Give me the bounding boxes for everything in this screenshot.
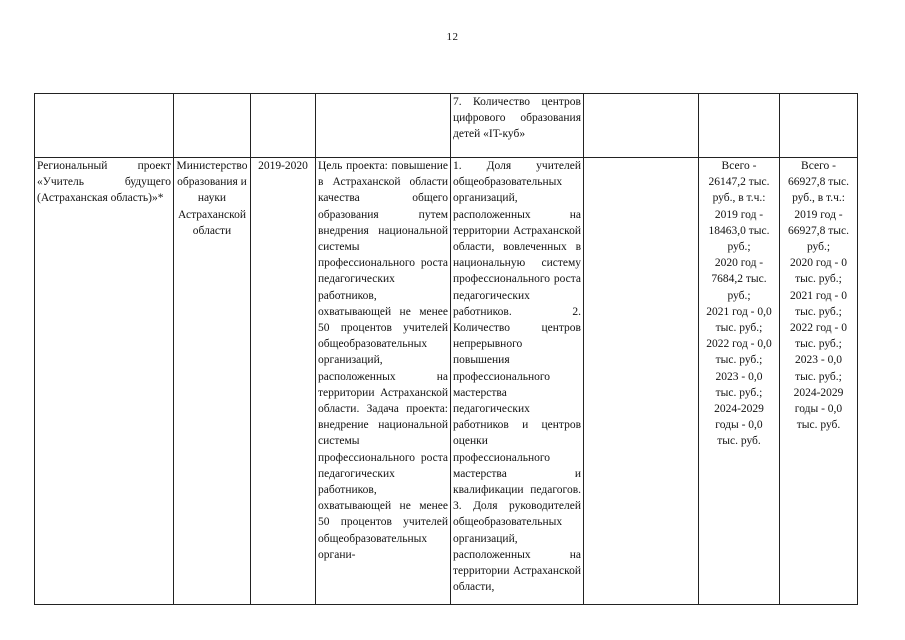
funding-line: тыс. руб.; [795,273,842,286]
empty-cell [584,158,699,605]
funding-line: 2024-2029 [793,386,844,399]
indicators-cell: 1. Доля учителей общеобразовательных организаций, расположенных на территории Астраханской области, вовлеченных в национальную систему профессионального роста педагогических работников. 2. Количество центров непрерывного повышения профессионального мастерства педагогических работников и центров оценки профессионального мастерства и квалификации педагогов. 3. Доля руководителей общеобразовательных организаций, расположенных на территории Астраханской области, [451,158,584,605]
funding-line: руб., в т.ч.: [712,192,766,205]
funding-line: 2020 год - 0 [790,257,847,270]
indicators-cell: 7. Количество центров цифрового образования детей «IT-куб» [451,94,584,158]
funding-line: тыс. руб.; [795,305,842,318]
funding-line: руб.; [727,241,751,254]
funding-line: тыс. руб.; [715,354,763,367]
funding-line: 2024-2029 [714,403,764,416]
funding-line: тыс. руб.; [715,386,763,399]
funding-line: тыс. руб. [796,419,841,432]
funding-line: 2022 год - 0 [790,322,847,335]
funding-line: 2021 год - 0 [790,289,847,302]
funding-line: 2019 год - [714,208,764,221]
funding-line: 66927,8 тыс. [788,176,849,189]
empty-cell [251,94,316,158]
table-row [35,94,858,158]
funding-line: 2023 - 0,0 [715,370,763,383]
funding-cell-2 [780,158,858,605]
period-cell: 2019-2020 [251,158,316,605]
funding-line: Всего - [721,160,757,172]
goal-task-cell: Цель проекта: повышение в Астраханской области качества общего образования путем внедрения национальной системы профессионального роста педагогических работников, охватывающей не менее 50 процентов учителей общеобразовательных организаций, расположенных на территории Астраханской области. Задача проекта: внедрение национальной системы профессионального роста педагогических работников, охватывающей не менее 50 процентов учителей общеобразовательных органи- [316,158,451,605]
funding-line: годы - 0,0 [715,419,763,432]
funding-line: Всего - [801,160,836,172]
empty-cell [584,94,699,158]
funding-line: 2022 год - 0,0 [706,338,772,351]
funding-line: 66927,8 тыс. [788,224,849,237]
funding-line: 2023 - 0,0 [795,354,842,367]
table-row [35,158,858,605]
funding-line: руб.; [727,289,751,302]
executor-cell: Министерство образования и науки Астраханской области [174,158,251,605]
funding-line: годы - 0,0 [794,403,843,416]
empty-cell [316,94,451,158]
empty-cell [699,94,780,158]
funding-line: 7684,2 тыс. [711,273,767,286]
funding-line: тыс. руб.; [795,370,842,383]
funding-line: руб., в т.ч.: [792,192,845,205]
empty-cell [780,94,858,158]
program-table [34,93,858,605]
project-name-cell: Региональный проект «Учитель будущего (Астраханская область)»* [35,158,174,605]
funding-line: 2021 год - 0,0 [706,305,772,318]
funding-cell-1 [699,158,780,605]
empty-cell [35,94,174,158]
page-number: 12 [446,31,459,43]
empty-cell [174,94,251,158]
funding-line: 26147,2 тыс. [708,176,770,189]
funding-line: тыс. руб.; [715,322,763,335]
funding-line: тыс. руб.; [795,338,842,351]
funding-line: тыс. руб. [717,435,761,448]
funding-line: руб.; [806,241,831,254]
funding-line: 2020 год - [714,257,764,270]
funding-line: 2019 год - [794,208,843,221]
funding-line: 18463,0 тыс. [708,224,770,237]
